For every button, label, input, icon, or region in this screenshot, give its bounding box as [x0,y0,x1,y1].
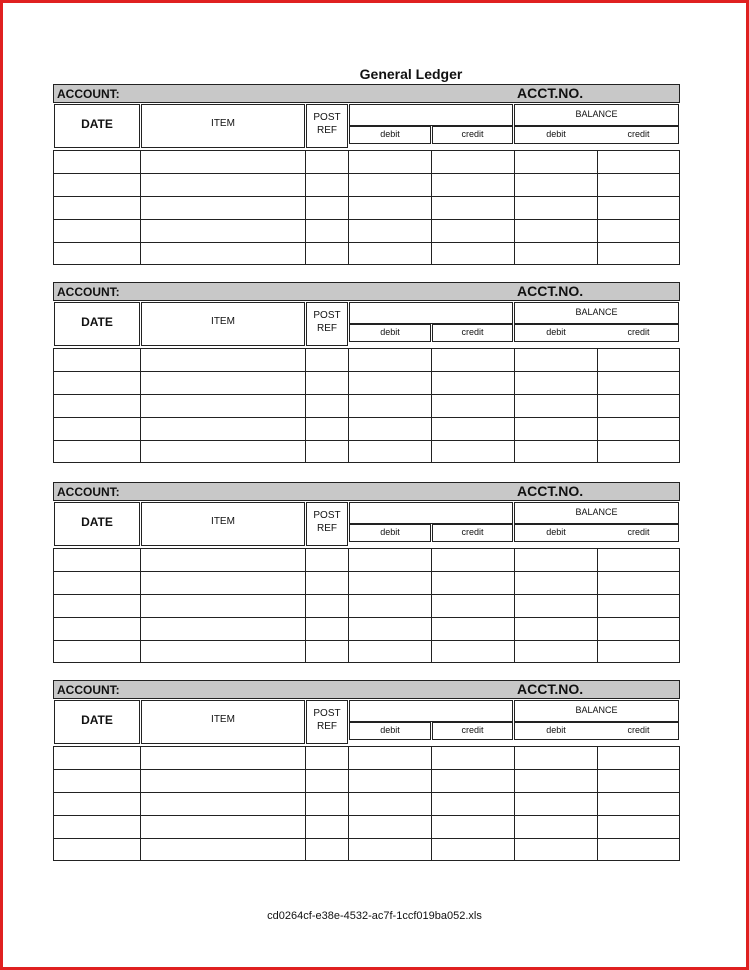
entry-cell[interactable] [433,596,512,615]
balance-header-label: BALANCE [575,307,618,317]
table-row-divider [53,838,680,839]
ledger-section [53,482,680,665]
transaction-header-top [349,502,513,524]
post-ref-header [306,302,348,346]
item-header [141,700,305,744]
entry-cell[interactable] [55,244,138,263]
date-header-label: DATE [81,713,113,727]
table-column-divider [348,746,349,861]
entry-cell[interactable] [307,350,346,369]
ledger-section [53,680,680,863]
entry-cell[interactable] [516,642,595,661]
entry-cell[interactable] [142,748,303,767]
entry-cell[interactable] [350,550,429,569]
entry-cell[interactable] [433,152,512,171]
entry-cell[interactable] [142,771,303,790]
entry-cell[interactable] [142,794,303,813]
entry-cell[interactable] [142,221,303,240]
post-ref-header-label: POST REF [313,510,341,534]
entry-cell[interactable] [307,373,346,392]
entry-cell[interactable] [516,198,595,217]
entry-cell[interactable] [433,642,512,661]
table-column-divider [514,548,515,663]
item-header [141,502,305,546]
entry-cell[interactable] [307,619,346,638]
entry-cell[interactable] [55,175,138,194]
footer-filename: cd0264cf-e38e-4532-ac7f-1ccf019ba052.xls [267,910,482,922]
acct-no-label: ACCT.NO. [517,85,584,101]
credit-header [432,126,513,144]
entry-cell[interactable] [142,244,303,263]
table-column-divider [597,150,598,265]
entry-cell[interactable] [516,748,595,767]
entry-cell[interactable] [55,442,138,461]
entry-cell[interactable] [599,840,678,859]
table-column-divider [305,150,306,265]
balance-subheader [514,126,679,144]
table-column-divider [597,746,598,861]
post-ref-header [306,700,348,744]
entry-cell[interactable] [142,396,303,415]
entry-cell[interactable] [55,596,138,615]
entry-cell[interactable] [55,152,138,171]
entry-cell[interactable] [433,442,512,461]
entry-cell[interactable] [516,573,595,592]
date-header [54,302,140,346]
balance-subheader [514,324,679,342]
table-column-divider [597,548,598,663]
entry-cell[interactable] [433,221,512,240]
table-row-divider [53,219,680,220]
entry-cell[interactable] [599,419,678,438]
entry-cell[interactable] [55,817,138,836]
ledger-section [53,84,680,267]
credit-header [432,524,513,542]
account-bar [53,482,680,501]
entry-cell[interactable] [516,396,595,415]
item-header-label: ITEM [211,714,235,725]
entry-cell[interactable] [55,198,138,217]
balance-debit-label: debit [546,527,566,537]
entry-cell[interactable] [142,419,303,438]
entry-cell[interactable] [516,221,595,240]
entry-cell[interactable] [142,840,303,859]
table-column-divider [140,548,141,663]
entry-cell[interactable] [350,619,429,638]
entry-cell[interactable] [55,771,138,790]
date-header [54,700,140,744]
entry-cell[interactable] [307,573,346,592]
balance-header-label: BALANCE [575,705,618,715]
entry-cell[interactable] [307,771,346,790]
table-row-divider [53,242,680,243]
entry-cell[interactable] [350,175,429,194]
balance-header-label: BALANCE [575,109,618,119]
entry-cell[interactable] [433,573,512,592]
entry-cell[interactable] [350,573,429,592]
table-column-divider [305,746,306,861]
entry-cell[interactable] [599,573,678,592]
entry-cell[interactable] [599,175,678,194]
entry-cell[interactable] [55,840,138,859]
account-label: ACCOUNT: [57,683,120,697]
entry-cell[interactable] [599,771,678,790]
entry-cell[interactable] [599,221,678,240]
entry-cell[interactable] [599,748,678,767]
table-row-divider [53,640,680,641]
entry-cell[interactable] [55,396,138,415]
entry-cell[interactable] [350,396,429,415]
entry-cell[interactable] [55,373,138,392]
entry-cell[interactable] [350,221,429,240]
table-column-divider [140,348,141,463]
table-column-divider [348,548,349,663]
date-header-label: DATE [81,117,113,131]
table-row-divider [53,571,680,572]
entry-cell[interactable] [55,550,138,569]
entry-cell[interactable] [516,373,595,392]
date-header [54,502,140,546]
table-row-divider [53,394,680,395]
entry-cell[interactable] [142,442,303,461]
account-bar [53,282,680,301]
credit-header [432,722,513,740]
table-column-divider [348,150,349,265]
entry-cell[interactable] [142,373,303,392]
entry-cell[interactable] [433,840,512,859]
account-label: ACCOUNT: [57,285,120,299]
entry-cell[interactable] [516,840,595,859]
entry-cell[interactable] [307,244,346,263]
table-column-divider [597,348,598,463]
account-bar [53,680,680,699]
item-header-label: ITEM [211,316,235,327]
entry-cell[interactable] [433,550,512,569]
entry-cell[interactable] [599,373,678,392]
table-column-divider [431,746,432,861]
table-row-divider [53,815,680,816]
entry-cell[interactable] [599,817,678,836]
entry-cell[interactable] [350,817,429,836]
entry-cell[interactable] [599,794,678,813]
table-row-divider [53,371,680,372]
debit-header-label: debit [380,725,400,735]
entry-cell[interactable] [433,396,512,415]
entry-cell[interactable] [433,419,512,438]
entry-cell[interactable] [307,817,346,836]
item-header-label: ITEM [211,516,235,527]
entry-cell[interactable] [599,198,678,217]
credit-header [432,324,513,342]
entry-cell[interactable] [55,350,138,369]
entry-cell[interactable] [599,642,678,661]
table-column-divider [431,348,432,463]
entry-cell[interactable] [433,373,512,392]
table-column-divider [514,348,515,463]
page-title: General Ledger [359,66,463,82]
post-ref-header [306,502,348,546]
entry-cell[interactable] [142,573,303,592]
table-row-divider [53,792,680,793]
table-column-divider [431,548,432,663]
entry-cell[interactable] [350,244,429,263]
entry-cell[interactable] [599,152,678,171]
entry-cell[interactable] [350,748,429,767]
account-bar [53,84,680,103]
acct-no-label: ACCT.NO. [517,681,584,697]
date-header [54,104,140,148]
entry-cell[interactable] [516,442,595,461]
entry-cell[interactable] [307,794,346,813]
entry-cell[interactable] [599,244,678,263]
item-header [141,302,305,346]
entry-cell[interactable] [516,619,595,638]
entry-cell[interactable] [433,244,512,263]
balance-credit-label: credit [627,129,650,139]
entry-cell[interactable] [350,198,429,217]
item-header-label: ITEM [211,118,235,129]
debit-header-label: debit [380,129,400,139]
table-row-divider [53,173,680,174]
entry-cell[interactable] [55,573,138,592]
entry-cell[interactable] [307,152,346,171]
table-column-divider [431,150,432,265]
entry-cell[interactable] [516,550,595,569]
date-header-label: DATE [81,515,113,529]
entry-cell[interactable] [433,794,512,813]
entry-cell[interactable] [55,419,138,438]
post-ref-header [306,104,348,148]
item-header [141,104,305,148]
entry-cell[interactable] [516,244,595,263]
table-column-divider [514,746,515,861]
table-column-divider [140,746,141,861]
entry-cell[interactable] [55,794,138,813]
account-label: ACCOUNT: [57,87,120,101]
credit-header-label: credit [461,725,484,735]
entry-cell[interactable] [516,771,595,790]
entry-cell[interactable] [55,221,138,240]
table-row-divider [53,617,680,618]
table-row-divider [53,440,680,441]
acct-no-label: ACCT.NO. [517,283,584,299]
entry-cell[interactable] [350,794,429,813]
entry-cell[interactable] [516,794,595,813]
entry-cell[interactable] [350,642,429,661]
entry-cell[interactable] [350,840,429,859]
entry-cell[interactable] [350,419,429,438]
entry-cell[interactable] [142,152,303,171]
entry-cell[interactable] [516,817,595,836]
debit-header [349,324,431,342]
entry-cell[interactable] [307,550,346,569]
balance-credit-label: credit [627,527,650,537]
balance-header-label: BALANCE [575,507,618,517]
entry-cell[interactable] [350,771,429,790]
balance-header [514,502,679,524]
table-column-divider [305,348,306,463]
entry-cell[interactable] [433,198,512,217]
entry-cell[interactable] [307,221,346,240]
entry-cell[interactable] [350,596,429,615]
balance-header [514,104,679,126]
entry-cell[interactable] [142,817,303,836]
debit-header [349,126,431,144]
table-column-divider [514,150,515,265]
balance-subheader [514,524,679,542]
entry-cell[interactable] [307,748,346,767]
entry-cell[interactable] [433,748,512,767]
entry-cell[interactable] [350,350,429,369]
table-row-divider [53,196,680,197]
entry-cell[interactable] [433,350,512,369]
entry-cell[interactable] [516,152,595,171]
entry-cell[interactable] [599,619,678,638]
entry-cell[interactable] [433,175,512,194]
post-ref-header-label: POST REF [313,708,341,732]
entry-cell[interactable] [599,442,678,461]
entry-cell[interactable] [307,642,346,661]
acct-no-label: ACCT.NO. [517,483,584,499]
balance-header [514,700,679,722]
balance-credit-label: credit [627,327,650,337]
entry-cell[interactable] [142,198,303,217]
debit-header-label: debit [380,527,400,537]
table-column-divider [348,348,349,463]
transaction-header-top [349,104,513,126]
transaction-header-top [349,700,513,722]
debit-header [349,722,431,740]
entry-cell[interactable] [433,619,512,638]
entry-cell[interactable] [307,442,346,461]
ledger-section [53,282,680,465]
entry-cell[interactable] [433,771,512,790]
balance-debit-label: debit [546,327,566,337]
entry-cell[interactable] [516,419,595,438]
entry-cell[interactable] [142,350,303,369]
account-label: ACCOUNT: [57,485,120,499]
table-column-divider [140,150,141,265]
balance-debit-label: debit [546,129,566,139]
entry-cell[interactable] [142,619,303,638]
table-row-divider [53,417,680,418]
credit-header-label: credit [461,327,484,337]
transaction-header-top [349,302,513,324]
entry-cell[interactable] [55,748,138,767]
entry-cell[interactable] [142,642,303,661]
debit-header-label: debit [380,327,400,337]
entry-cell[interactable] [307,419,346,438]
entry-cell[interactable] [516,175,595,194]
entry-cell[interactable] [516,350,595,369]
debit-header [349,524,431,542]
entry-cell[interactable] [350,152,429,171]
balance-header [514,302,679,324]
date-header-label: DATE [81,315,113,329]
balance-credit-label: credit [627,725,650,735]
entry-cell[interactable] [307,175,346,194]
entry-cell[interactable] [599,596,678,615]
entry-cell[interactable] [599,396,678,415]
balance-debit-label: debit [546,725,566,735]
entry-cell[interactable] [142,175,303,194]
entry-cell[interactable] [350,442,429,461]
entry-cell[interactable] [599,350,678,369]
entry-cell[interactable] [350,373,429,392]
entry-cell[interactable] [307,840,346,859]
entry-cell[interactable] [55,642,138,661]
entry-cell[interactable] [433,817,512,836]
table-row-divider [53,769,680,770]
credit-header-label: credit [461,129,484,139]
post-ref-header-label: POST REF [313,112,341,136]
entry-cell[interactable] [55,619,138,638]
entry-cell[interactable] [307,198,346,217]
entry-cell[interactable] [599,550,678,569]
credit-header-label: credit [461,527,484,537]
entry-cell[interactable] [307,596,346,615]
entry-cell[interactable] [142,596,303,615]
table-row-divider [53,594,680,595]
entry-cell[interactable] [307,396,346,415]
entry-cell[interactable] [516,596,595,615]
balance-subheader [514,722,679,740]
table-column-divider [305,548,306,663]
post-ref-header-label: POST REF [313,310,341,334]
entry-cell[interactable] [142,550,303,569]
